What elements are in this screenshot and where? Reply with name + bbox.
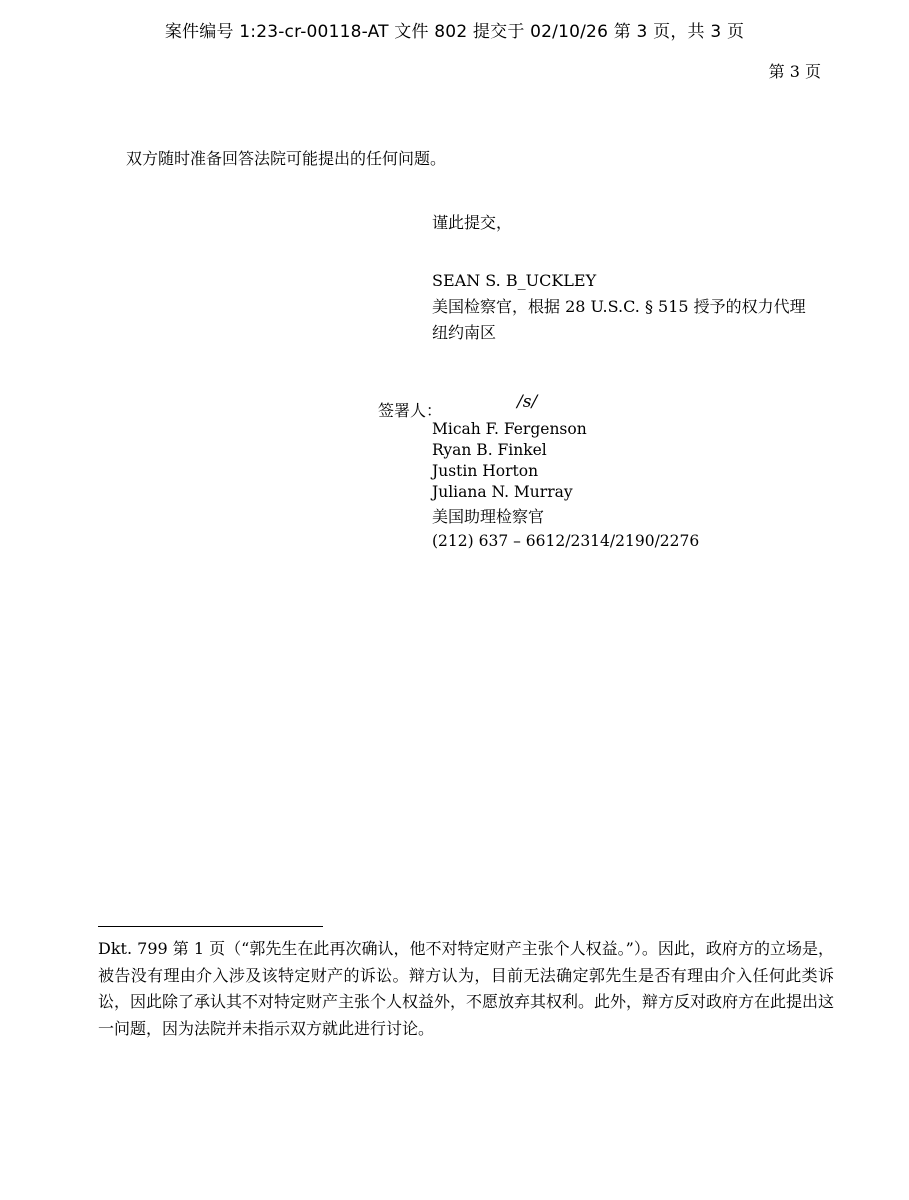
- signatory-name: Juliana N. Murray: [432, 483, 573, 501]
- footnote: Dkt. 799 第 1 页（“郭先生在此再次确认，他不对特定财产主张个人权益。”）。因此，政府方的立场是，被告没有理由介入涉及该特定财产的诉讼。辩方认为，目前无法确定郭先生是否有理由介入任何此类诉讼，因此除了承认其不对特定财产主张个人权益外，不愿放弃其权利。此外，辩方反对政府方在此提出这一问题，因为法院并未指示双方就此进行讨论。: [98, 939, 835, 1038]
- attorney-title: 美国检察官，根据 28 U.S.C. § 515 授予的权力代理: [432, 297, 806, 316]
- signature-block: [432, 268, 806, 346]
- signatory-name: Justin Horton: [432, 462, 539, 480]
- footnote-divider: [98, 926, 323, 927]
- attorney-name: SEAN S. B_UCKLEY: [432, 271, 597, 290]
- body-paragraph: 双方随时准备回答法院可能提出的任何问题。: [126, 149, 447, 168]
- signature-mark: /s/: [517, 392, 538, 412]
- phone-numbers: (212) 637 – 6612/2314/2190/2276: [432, 532, 700, 550]
- signatory-name: Ryan B. Finkel: [432, 441, 547, 459]
- closing-line: 谨此提交，: [432, 213, 513, 232]
- district: 纽约南区: [432, 323, 497, 342]
- signatory-name: Micah F. Fergenson: [432, 420, 587, 438]
- page-number: 第 3 页: [768, 62, 821, 81]
- signatory-title: 美国助理检察官: [432, 507, 545, 526]
- signed-by-label: 签署人：: [378, 401, 443, 420]
- signatory-list: [432, 419, 699, 552]
- document-header: 案件编号 1:23-cr-00118-AT 文件 802 提交于 02/10/26 第 3 页，共 3 页: [164, 22, 745, 42]
